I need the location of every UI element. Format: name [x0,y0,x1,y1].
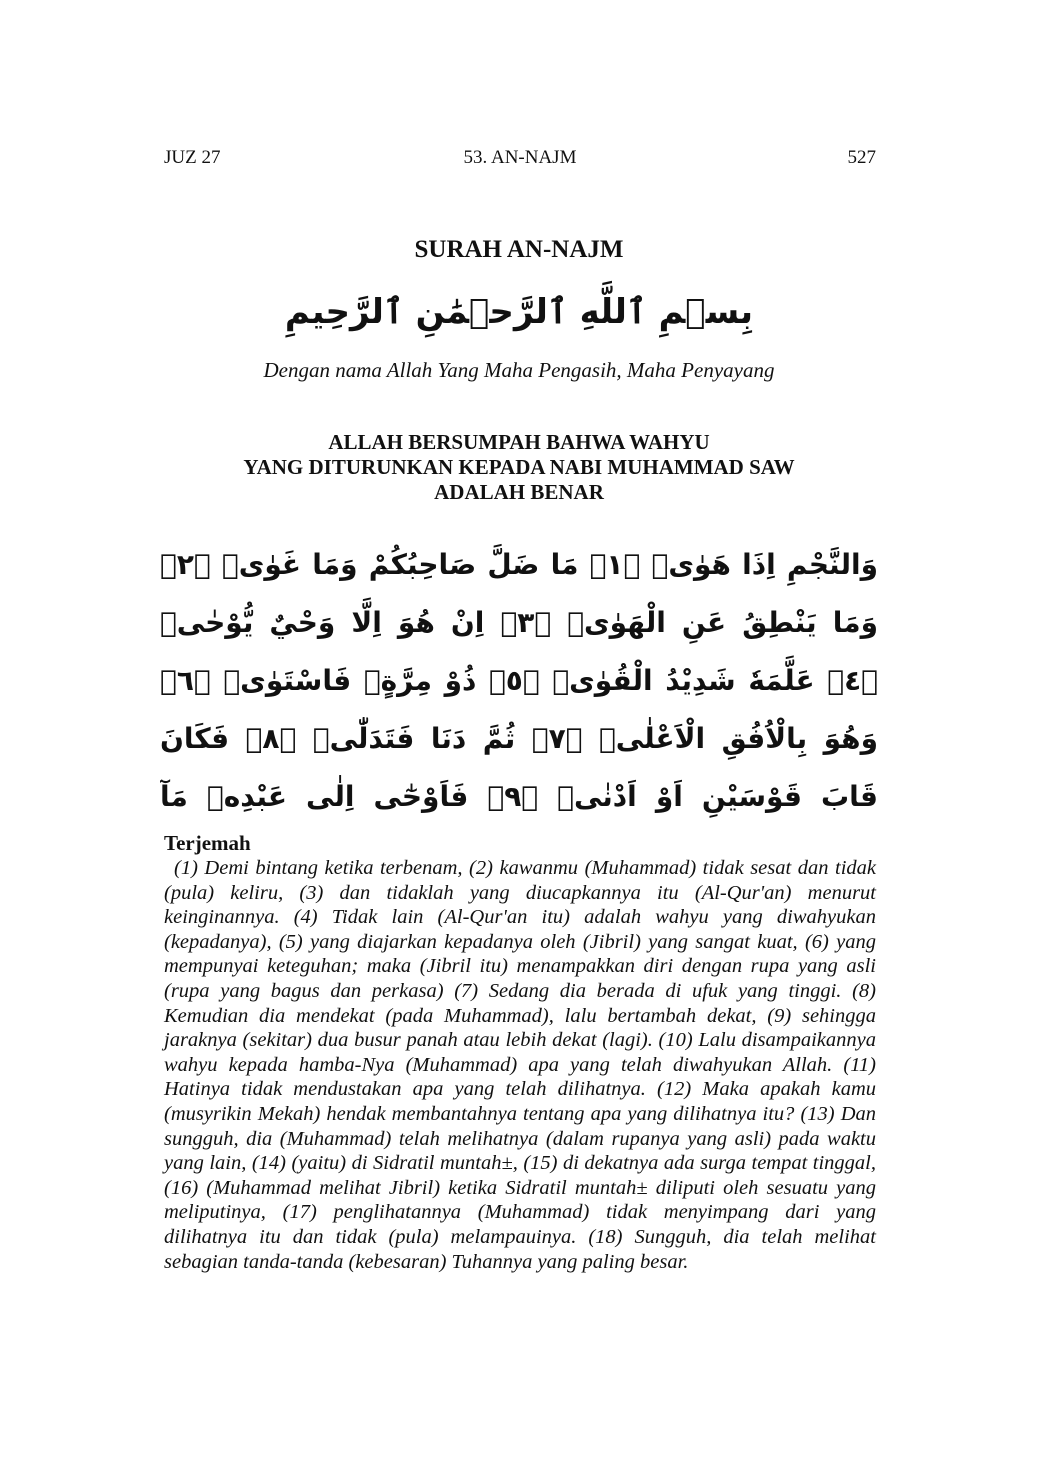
basmala-arabic: بِسۡمِ ٱللَّهِ ٱلرَّحۡمَٰنِ ٱلرَّحِيمِ [284,292,754,332]
section-heading-line-3: ADALAH BENAR [434,480,604,504]
section-heading-line-1: ALLAH BERSUMPAH BAHWA WAHYU [328,430,710,454]
section-heading-line-2: YANG DITURUNKAN KEPADA NABI MUHAMMAD SAW [243,455,795,479]
page-number: 527 [847,147,876,168]
chapter-label: 53. AN-NAJM [463,147,577,168]
juz-label: JUZ 27 [164,147,221,168]
section-heading [0,430,1038,505]
running-header [164,144,876,172]
basmala-translation: Dengan nama Allah Yang Maha Pengasih, Maha Penyayang [263,358,775,382]
surah-title: SURAH AN-NAJM [414,236,624,263]
terjemah-label: Terjemah [164,831,251,855]
arabic-verses: وَالنَّجْمِ اِذَا هَوٰىۙ ﴿١﴾ مَا ضَلَّ صَاحِبُكُمْ وَمَا غَوٰىۚ ﴿٢﴾ وَمَا يَنْطِقُ عَنِ الْهَوٰىۗ ﴿٣﴾ اِنْ هُوَ اِلَّا وَحْيٌ يُّوْحٰىۙ ﴿٤﴾ عَلَّمَهٗ شَدِيْدُ الْقُوٰىۙ ﴿٥﴾ ذُوْ مِرَّةٍۗ فَاسْتَوٰىۙ ﴿٦﴾ وَهُوَ بِالْاُفُقِ الْاَعْلٰىۗ ﴿٧﴾ ثُمَّ دَنَا فَتَدَلّٰىۙ ﴿٨﴾ فَكَانَ قَابَ قَوْسَيْنِ اَوْ اَدْنٰىۚ ﴿٩﴾ فَاَوْحٰٓى اِلٰى عَبْدِهٖ مَآ [160,548,878,813]
translation-paragraph: (1) Demi bintang ketika terbenam, (2) kawanmu (Muhammad) tidak sesat dan tidak (pula) keliru, (3) dan tidaklah yang diucapkannya itu (Al-Qur'an) menurut keinginannya. (4) Tidak lain (Al-Qur'an itu) adalah wahyu yang diwahyukan (kepadanya), (5) yang diajarkan kepadanya oleh (Jibril) yang sangat kuat, (6) yang mempunyai keteguhan; maka (Jibril itu) menampakkan diri dengan rupa yang asli (rupa yang bagus dan perkasa) (7) Sedang dia berada di ufuk yang tinggi. (8) Kemudian dia mendekat (pada Muhammad), lalu bertambah dekat, (9) sehingga jaraknya (sekitar) dua busur panah atau lebih dekat (lagi). (10) Lalu disampaikannya wahyu kepada hamba-Nya (Muhammad) apa yang telah diwahyukan Allah. (11) Hatinya tidak mendustakan apa yang telah dilihatnya. (12) Maka apakah kamu (musyrikin Mekah) hendak membantahnya tentang apa yang dilihatnya itu? (13) Dan sungguh, dia (Muhammad) telah melihatnya (dalam rupanya yang asli) pada waktu yang lain, (14) (yaitu) di Sidratil muntah±, (15) di dekatnya ada surga tempat tinggal, (16) (Muhammad melihat Jibril) ketika Sidratil muntah± diliputi oleh sesuatu yang meliputinya, (17) penglihatannya (Muhammad) tidak menyimpang dari yang dilihatnya itu dan tidak (pula) melampauinya. (18) Sungguh, dia telah melihat sebagian tanda-tanda (kebesaran) Tuhannya yang paling besar. [164,857,876,1273]
